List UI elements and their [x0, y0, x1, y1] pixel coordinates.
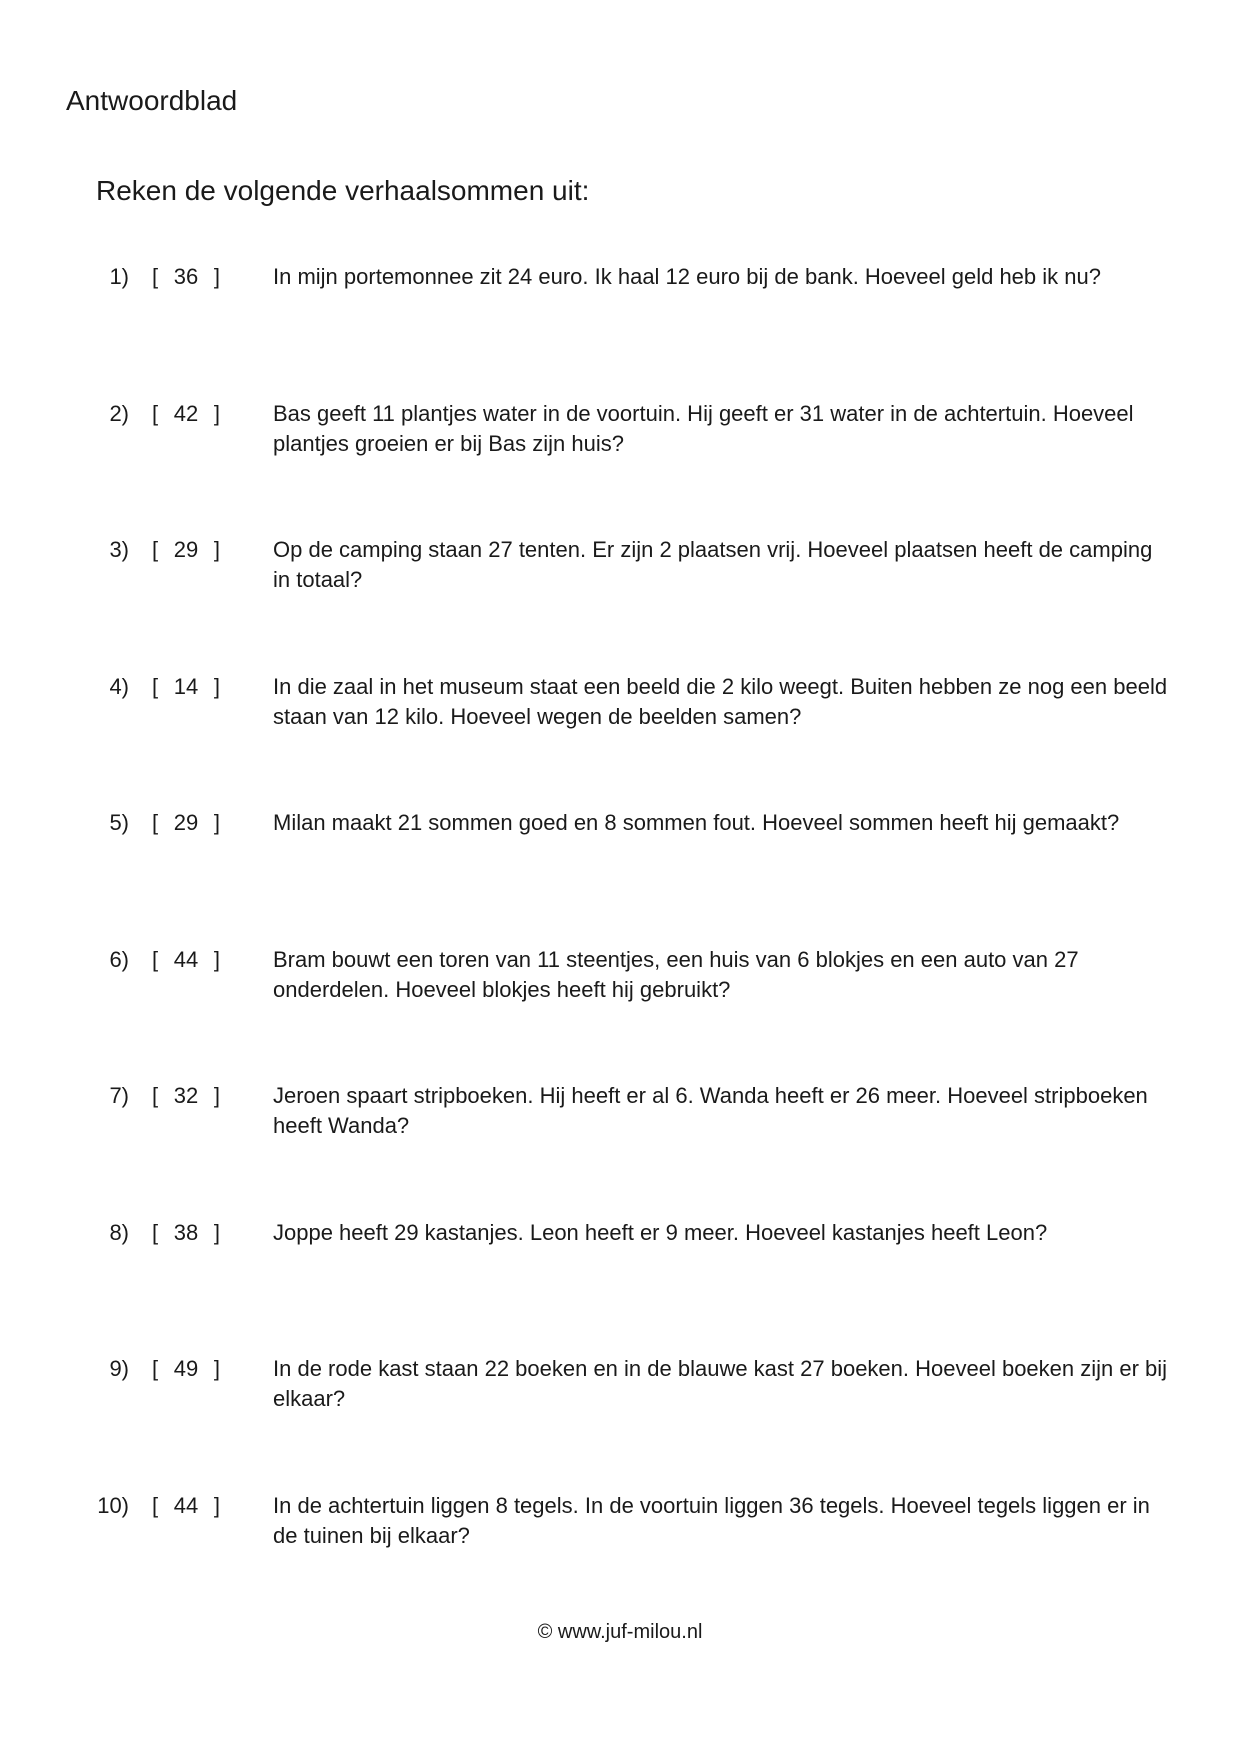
- answer-box: [152, 535, 220, 565]
- question-number: 7): [109, 1083, 129, 1108]
- question-text: Jeroen spaart stripboeken. Hij heeft er al 6. Wanda heeft er 26 meer. Hoeveel stripboeken heeft Wanda?: [273, 1083, 1148, 1138]
- answer-value: 36: [173, 264, 199, 289]
- question-number: 8): [109, 1219, 129, 1245]
- question-text: Bas geeft 11 plantjes water in de voortuin. Hij geeft er 31 water in de achtertuin. Hoeveel plantjes groeien er bij Bas zijn huis?: [273, 400, 1134, 456]
- question-number: 3): [109, 537, 129, 562]
- question-item: [0, 399, 1240, 536]
- question-text: Milan maakt 21 sommen goed en 8 sommen fout. Hoeveel sommen heeft hij gemaakt?: [273, 810, 1120, 835]
- answer-box: [152, 945, 220, 975]
- bracket-close: ]: [213, 1492, 220, 1518]
- question-text: Joppe heeft 29 kastanjes. Leon heeft er 9 meer. Hoeveel kastanjes heeft Leon?: [273, 1219, 1048, 1245]
- question-item: [0, 262, 1240, 399]
- bracket-close: ]: [213, 1219, 220, 1245]
- answer-box: [152, 1218, 220, 1248]
- bracket-open: [: [152, 810, 159, 835]
- bracket-open: [: [152, 1083, 159, 1108]
- question-item: [0, 1081, 1240, 1218]
- bracket-close: ]: [213, 1083, 220, 1108]
- bracket-close: ]: [213, 1356, 220, 1381]
- question-item: [0, 1491, 1240, 1628]
- answer-value: 44: [173, 946, 199, 972]
- question-item: [0, 1354, 1240, 1491]
- question-number: 10): [97, 1492, 129, 1518]
- answer-box: [152, 672, 220, 702]
- bracket-close: ]: [213, 673, 220, 699]
- answer-box: [152, 1491, 220, 1521]
- instruction: Reken de volgende verhaalsommen uit:: [96, 175, 590, 206]
- question-list: [0, 262, 1240, 1627]
- answer-box: [152, 1081, 220, 1111]
- answer-value: 29: [173, 537, 199, 562]
- answer-box: [152, 1354, 220, 1384]
- page-title: Antwoordblad: [66, 85, 238, 116]
- question-text: In die zaal in het museum staat een beeld die 2 kilo weegt. Buiten hebben ze nog een beeld staan van 12 kilo. Hoeveel wegen de beelden samen?: [273, 673, 1168, 729]
- question-number: 6): [109, 946, 129, 972]
- bracket-close: ]: [213, 537, 220, 562]
- answer-value: 42: [173, 400, 199, 426]
- answer-value: 32: [173, 1083, 199, 1108]
- question-number: 9): [109, 1356, 129, 1381]
- question-item: [0, 1218, 1240, 1355]
- question-text: In de rode kast staan 22 boeken en in de blauwe kast 27 boeken. Hoeveel boeken zijn er bij elkaar?: [273, 1356, 1168, 1411]
- bracket-close: ]: [213, 946, 220, 972]
- answer-box: [152, 399, 220, 429]
- footer-copyright: © www.juf-milou.nl: [537, 1621, 703, 1643]
- question-item: [0, 672, 1240, 809]
- question-item: [0, 945, 1240, 1082]
- bracket-close: ]: [213, 810, 220, 835]
- bracket-open: [: [152, 1219, 159, 1245]
- answer-value: 38: [173, 1219, 199, 1245]
- answer-box: [152, 808, 220, 838]
- question-item: [0, 535, 1240, 672]
- bracket-open: [: [152, 400, 159, 426]
- question-number: 5): [109, 810, 129, 835]
- question-text: In de achtertuin liggen 8 tegels. In de voortuin liggen 36 tegels. Hoeveel tegels liggen er in de tuinen bij elkaar?: [273, 1492, 1150, 1548]
- bracket-open: [: [152, 1356, 159, 1381]
- bracket-open: [: [152, 537, 159, 562]
- answer-box: [152, 262, 220, 292]
- question-text: Bram bouwt een toren van 11 steentjes, een huis van 6 blokjes en een auto van 27 onderdelen. Hoeveel blokjes heeft hij gebruikt?: [273, 946, 1079, 1002]
- question-number: 4): [109, 673, 129, 699]
- question-text: In mijn portemonnee zit 24 euro. Ik haal 12 euro bij de bank. Hoeveel geld heb ik nu?: [273, 264, 1101, 289]
- bracket-open: [: [152, 946, 159, 972]
- answer-value: 49: [173, 1356, 199, 1381]
- answer-value: 44: [173, 1492, 199, 1518]
- question-item: [0, 808, 1240, 945]
- bracket-close: ]: [213, 264, 220, 289]
- question-number: 2): [109, 400, 129, 426]
- answer-value: 14: [173, 673, 199, 699]
- bracket-open: [: [152, 1492, 159, 1518]
- question-number: 1): [109, 264, 129, 289]
- question-text: Op de camping staan 27 tenten. Er zijn 2 plaatsen vrij. Hoeveel plaatsen heeft de camping in totaal?: [273, 537, 1153, 592]
- bracket-open: [: [152, 264, 159, 289]
- bracket-close: ]: [213, 400, 220, 426]
- answer-value: 29: [173, 810, 199, 835]
- bracket-open: [: [152, 673, 159, 699]
